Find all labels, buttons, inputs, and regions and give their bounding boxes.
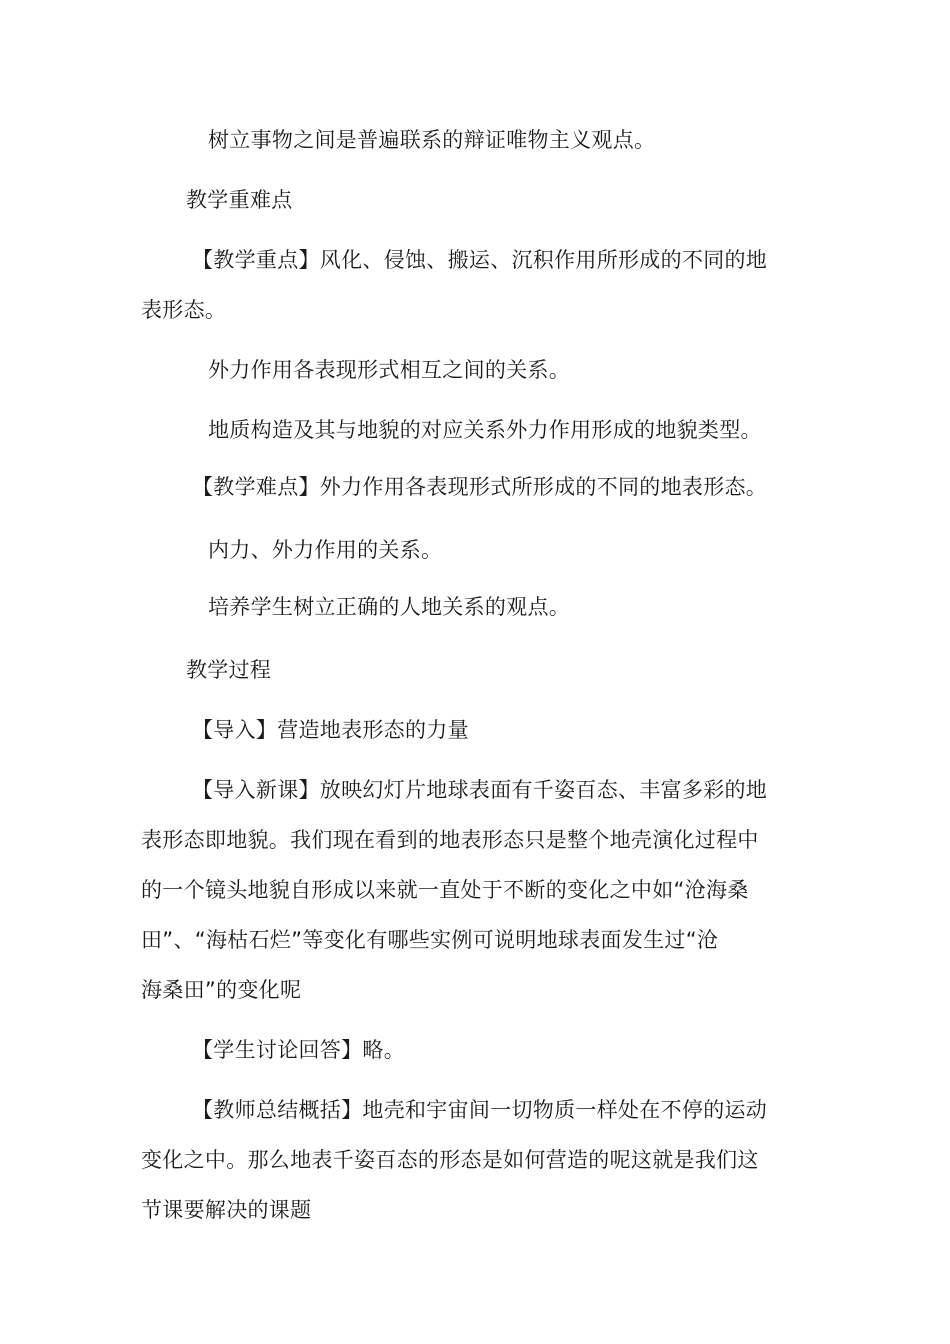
text-line: 外力作用各表现形式相互之间的关系。 [208,358,571,382]
text-line: 田”、“海枯石烂”等变化有哪些实例可说明地球表面发生过“沧 [141,928,719,952]
text-line: 内力、外力作用的关系。 [208,538,443,562]
text-line: 树立事物之间是普遍联系的辩证唯物主义观点。 [208,128,656,152]
text-line: 变化之中。那么地表千姿百态的形态是如何营造的呢这就是我们这 [141,1148,759,1172]
text-line: 节课要解决的课题 [141,1198,312,1222]
text-line: 表形态。 [141,298,227,322]
text-line: 【教学难点】外力作用各表现形式所形成的不同的地表形态。 [192,475,768,499]
section-heading: 教学过程 [186,658,272,682]
text-line: 【导入新课】放映幻灯片地球表面有千姿百态、丰富多彩的地 [192,778,768,802]
text-line: 的一个镜头地貌自形成以来就一直处于不断的变化之中如“沧海桑 [141,878,749,902]
text-line: 海桑田”的变化呢 [141,978,302,1002]
section-heading: 教学重难点 [186,188,293,212]
text-line: 【教师总结概括】地壳和宇宙间一切物质一样处在不停的运动 [192,1098,768,1122]
text-line: 培养学生树立正确的人地关系的观点。 [208,595,571,619]
text-line: 【导入】营造地表形态的力量 [192,718,469,742]
text-line: 地质构造及其与地貌的对应关系外力作用形成的地貌类型。 [208,418,762,442]
text-line: 【教学重点】风化、侵蚀、搬运、沉积作用所形成的不同的地 [192,248,768,272]
text-line: 【学生讨论回答】略。 [192,1038,405,1062]
text-line: 表形态即地貌。我们现在看到的地表形态只是整个地壳演化过程中 [141,828,759,852]
